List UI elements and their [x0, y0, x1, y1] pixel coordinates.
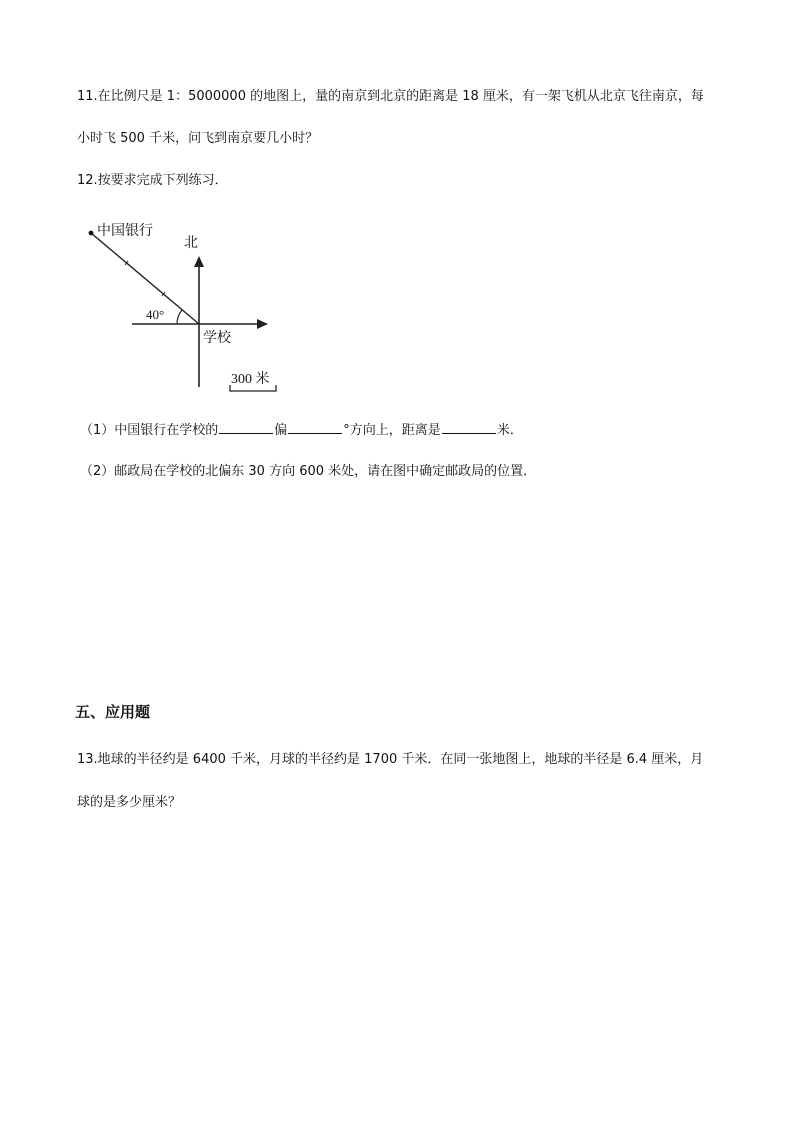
angle-blank[interactable]: [288, 421, 342, 434]
part1-prefix: （1）中国银行在学校的: [80, 423, 219, 438]
part1-mid2: °方向上，距离是: [343, 423, 441, 438]
bank-direction-line: [91, 233, 199, 324]
direction-diagram: [80, 215, 280, 400]
question-11-line-2: 小时飞 500 千米，问飞到南京要几小时？: [77, 131, 319, 146]
question-13-line-1: 13.地球的半径约是 6400 千米，月球的半径约是 1700 千米．在同一张地图上，地球的半径是 6.4 厘米，月: [77, 752, 704, 767]
school-label: 学校: [203, 331, 231, 346]
part1-mid1: 偏: [274, 423, 288, 438]
question-12-part-1: [80, 421, 523, 440]
part1-suffix: 米．: [496, 423, 523, 438]
east-arrowhead: [257, 319, 268, 329]
distance-blank[interactable]: [442, 421, 496, 434]
bank-label: 中国银行: [97, 224, 153, 239]
direction-blank-1[interactable]: [219, 421, 273, 434]
north-arrowhead: [194, 256, 204, 267]
question-13-line-2: 球的是多少厘米？: [77, 795, 182, 810]
angle-arc: [177, 310, 182, 324]
angle-label: 40°: [146, 307, 165, 322]
bank-point: [89, 231, 94, 236]
question-12-part-2: （2）邮政局在学校的北偏东 30 方向 600 米处，请在图中确定邮政局的位置．: [80, 464, 537, 479]
section-5-title: 五、应用题: [75, 703, 151, 721]
scale-label: 300 米: [231, 372, 270, 387]
question-12-title: 12.按要求完成下列练习．: [77, 173, 228, 188]
north-label: 北: [184, 236, 198, 251]
question-11-line-1: 11.在比例尺是 1：5000000 的地图上，量的南京到北京的距离是 18 厘米，有一架飞机从北京飞往南京，每: [77, 89, 704, 104]
